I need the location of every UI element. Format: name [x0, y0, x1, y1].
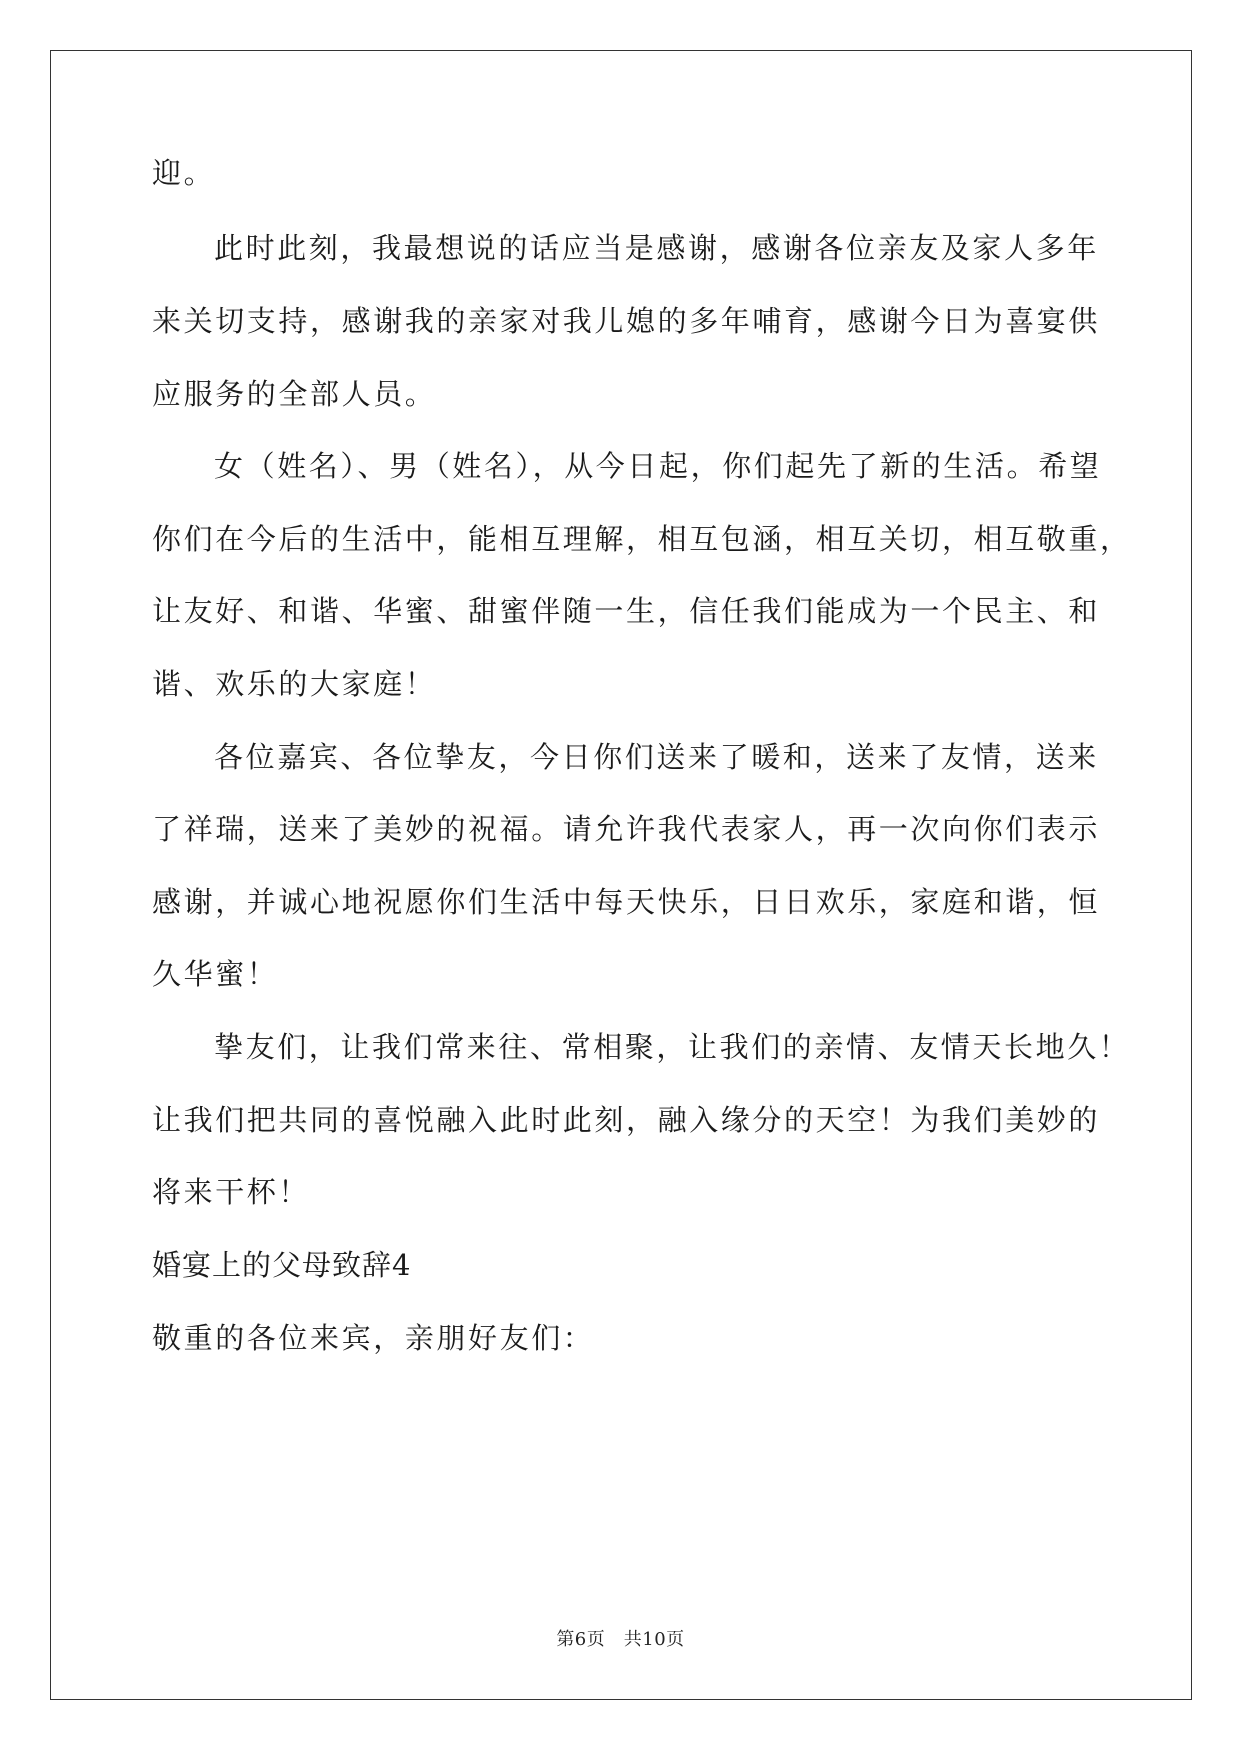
paragraph-line: 你们在今后的生活中，能相互理解，相互包涵，相互关切，相互敬重， — [152, 522, 1132, 556]
paragraph-line: 将来干杯！ — [152, 1175, 311, 1209]
paragraph-line: 此时此刻，我最想说的话应当是感谢，感谢各位亲友及家人多年 — [214, 231, 1099, 265]
paragraph-line: 让友好、和谐、华蜜、甜蜜伴随一生，信任我们能成为一个民主、和 — [152, 594, 1101, 628]
paragraph-line: 感谢，并诚心地祝愿你们生活中每天快乐，日日欢乐，家庭和谐，恒 — [152, 885, 1101, 919]
paragraph-line: 让我们把共同的喜悦融入此时此刻，融入缘分的天空！为我们美妙的 — [152, 1103, 1101, 1137]
paragraph-line: 谐、欢乐的大家庭！ — [152, 667, 437, 701]
paragraph-line: 了祥瑞，送来了美妙的祝福。请允许我代表家人，再一次向你们表示 — [152, 812, 1101, 846]
paragraph-line: 来关切支持，感谢我的亲家对我儿媳的多年哺育，感谢今日为喜宴供 — [152, 304, 1101, 338]
page-number: 第6页 共10页 — [556, 1629, 685, 1650]
paragraph-line: 久华蜜！ — [152, 957, 279, 991]
paragraph-line: 挚友们，让我们常来往、常相聚，让我们的亲情、友情天长地久！ — [214, 1030, 1131, 1064]
paragraph-line: 各位嘉宾、各位挚友，今日你们送来了暖和，送来了友情，送来 — [214, 740, 1099, 774]
paragraph-line: 女（姓名）、男（姓名），从今日起，你们起先了新的生活。希望 — [214, 449, 1102, 483]
salutation-line: 敬重的各位来宾，亲朋好友们： — [152, 1321, 595, 1355]
page-border — [50, 50, 1192, 1700]
paragraph-line: 迎。 — [152, 156, 216, 190]
paragraph-line: 应服务的全部人员。 — [152, 377, 437, 411]
section-heading: 婚宴上的父母致辞4 — [152, 1248, 412, 1282]
